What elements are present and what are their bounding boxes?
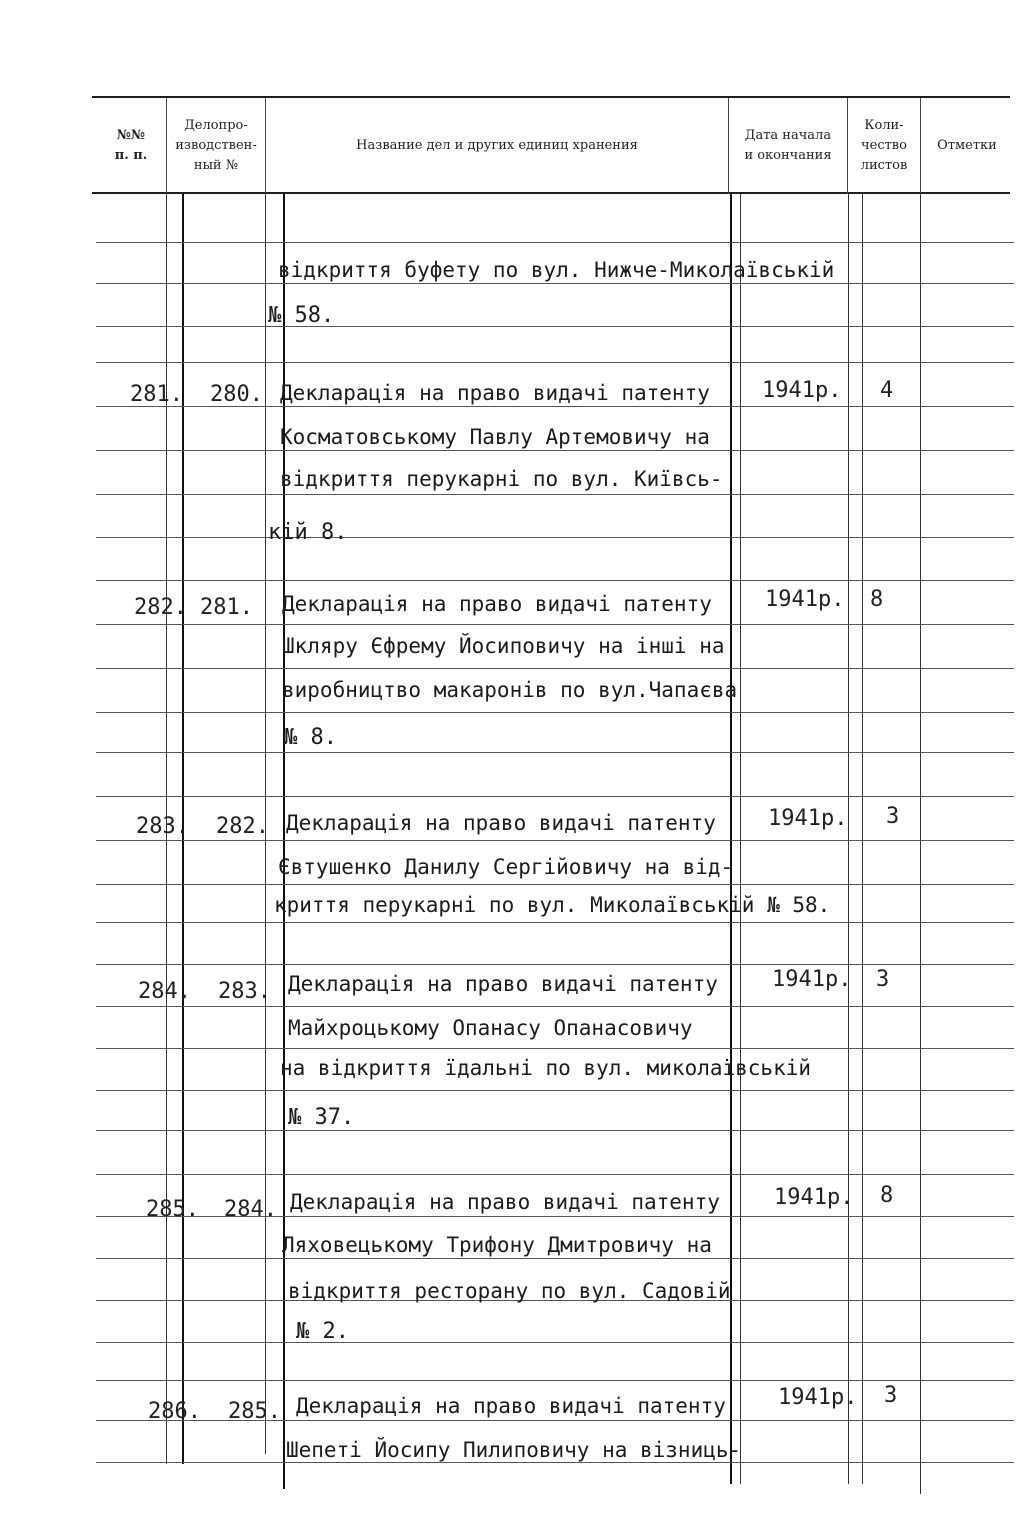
- row-rule: [96, 668, 1014, 669]
- entry-title-line: Шепеті Йосипу Пилиповичу на візниць-: [286, 1438, 742, 1462]
- entry-sheets: 3: [886, 804, 900, 829]
- entry-office-number: 281.: [200, 595, 253, 620]
- entry-title-line: кій 8.: [268, 520, 348, 545]
- entry-title-line: № 37.: [288, 1105, 355, 1130]
- entry-sheets: 8: [870, 587, 884, 612]
- entry-title-line: виробництво макаронів по вул.Чапаєва: [282, 678, 738, 702]
- entry-number: 281.: [130, 382, 183, 407]
- row-rule: [96, 1130, 1014, 1131]
- entry-number: 285.: [146, 1197, 199, 1222]
- entry-title-line: № 2.: [296, 1319, 349, 1344]
- header-col-office-number: Делопро- изводствен- ный №: [175, 118, 257, 173]
- row-rule: [96, 1380, 1014, 1381]
- entry-title-line: Шкляру Єфрему Йосиповичу на інші на: [282, 634, 725, 658]
- row-rule: [96, 1048, 1014, 1049]
- entry-office-number: 284.: [224, 1197, 277, 1222]
- entry-title-line: на відкриття їдальні по вул. миколаївській: [280, 1056, 812, 1080]
- row-rule: [96, 494, 1014, 495]
- row-rule: [96, 752, 1014, 753]
- row-rule: [96, 922, 1014, 923]
- row-rule: [96, 362, 1014, 363]
- header-bottom-rule: [92, 192, 1010, 194]
- entry-date: 1941р.: [772, 967, 852, 992]
- column-rule: [848, 194, 849, 1484]
- entry-title-line: Ляховецькому Трифону Дмитровичу на: [282, 1233, 712, 1257]
- entry-office-number: 282.: [216, 814, 269, 839]
- row-rule: [96, 580, 1014, 581]
- entry-office-number: 283.: [218, 979, 271, 1004]
- entry-title-line: Майхроцькому Опанасу Опанасовичу: [288, 1016, 693, 1040]
- row-rule: [96, 624, 1014, 625]
- row-rule: [96, 1006, 1014, 1007]
- header-col-sheets: Коли- чество листов: [860, 118, 908, 173]
- entry-number: 282.: [134, 595, 187, 620]
- entry-office-number: 280.: [210, 382, 263, 407]
- entry-number: 283.: [136, 814, 189, 839]
- continuation-line: відкриття буфету по вул. Нижче-Миколаївській: [278, 258, 835, 282]
- header-top-rule: [92, 96, 1010, 98]
- entry-title-line: відкриття ресторану по вул. Садовій: [288, 1279, 731, 1303]
- row-rule: [96, 712, 1014, 713]
- row-rule: [96, 537, 1014, 538]
- header-col-number: №№ п. п.: [114, 128, 148, 163]
- entry-title-line: Косматовському Павлу Артемовичу на: [280, 425, 710, 449]
- entry-title-line: криття перукарні по вул. Миколаївській № 58.: [274, 893, 831, 917]
- row-rule: [96, 1342, 1014, 1343]
- entry-sheets: 4: [880, 378, 894, 403]
- row-rule: [96, 884, 1014, 885]
- entry-sheets: 8: [880, 1183, 894, 1208]
- entry-number: 286.: [148, 1399, 201, 1424]
- entry-title-line: № 8.: [284, 725, 337, 750]
- row-rule: [96, 796, 1014, 797]
- entry-date: 1941р.: [778, 1385, 858, 1410]
- entry-title-line: Декларація на право видачі патенту: [282, 592, 712, 616]
- entry-date: 1941р.: [762, 378, 842, 403]
- entry-title-line: Декларація на право видачі патенту: [280, 381, 710, 405]
- entry-title-line: Декларація на право видачі патенту: [296, 1394, 726, 1418]
- header-col-title: Название дел и других единиц хранения: [356, 138, 638, 153]
- column-rule: [920, 194, 921, 1494]
- continuation-line: № 58.: [268, 303, 335, 328]
- entry-title-line: Декларація на право видачі патенту: [286, 811, 716, 835]
- entry-date: 1941р.: [765, 587, 845, 612]
- row-rule: [96, 1090, 1014, 1091]
- entry-title-line: відкриття перукарні по вул. Київсь-: [280, 467, 723, 491]
- entry-title-line: Декларація на право видачі патенту: [288, 972, 718, 996]
- header-col-dates: Дата начала и окончания: [744, 128, 832, 163]
- entry-date: 1941р.: [774, 1185, 854, 1210]
- entry-office-number: 285.: [228, 1399, 281, 1424]
- entry-sheets: 3: [884, 1383, 898, 1408]
- column-rule: [862, 194, 863, 1484]
- entry-date: 1941р.: [768, 806, 848, 831]
- entry-sheets: 3: [876, 967, 890, 992]
- row-rule: [96, 326, 1014, 327]
- row-rule: [96, 964, 1014, 965]
- column-rule: [740, 194, 741, 1484]
- row-rule: [96, 1174, 1014, 1175]
- entry-title-line: Євтушенко Данилу Сергійовичу на від-: [278, 855, 734, 879]
- row-rule: [96, 242, 1014, 243]
- entry-number: 284.: [138, 979, 191, 1004]
- header-col-notes: Отметки: [937, 138, 997, 153]
- entry-title-line: Декларація на право видачі патенту: [290, 1190, 720, 1214]
